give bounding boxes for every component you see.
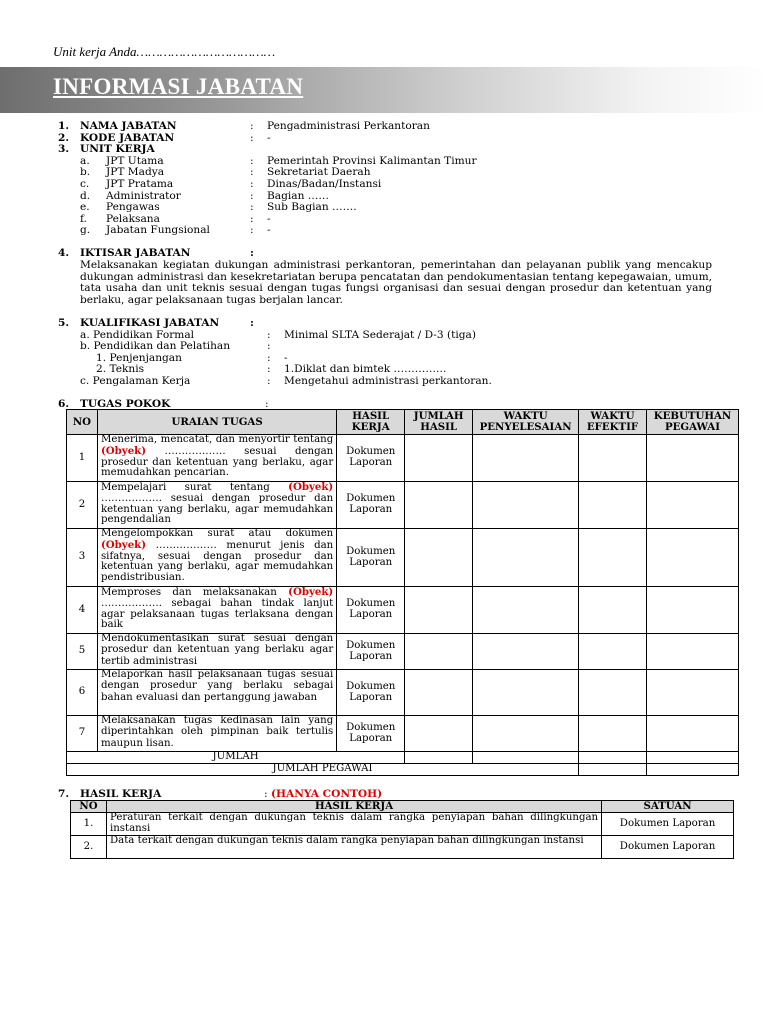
jumlah-label: JUMLAH: [67, 752, 405, 764]
row-no: 1: [67, 435, 98, 482]
row-no: 2.: [71, 836, 107, 859]
ikhtisar-text: Melaksanakan kegiatan dukungan administrasi perkantoran, pemerintahan dan pelayanan publik yang mencakup dukungan administrasi dan kesekretariatan berupa pencatatan dan pendokumentasian tentang kepegawaian, umum, tata usaha dan unit teknis sesuai dengan tugas fungsi organisasi dan sesuai dengan prosedur dan ketentuan yang berlaku, agar pelaksanaan tugas berjalan lancar.: [80, 259, 712, 306]
row-hasil-kerja: Dokumen Laporan: [337, 435, 405, 482]
obyek-placeholder: (Obyek): [288, 481, 334, 493]
row-waktu-efektif: [579, 435, 647, 482]
task-text: ……………… sebagai bahan tindak lanjut agar pelaksanaan tugas terlaksana dengan baik: [100, 597, 334, 631]
row-waktu-efektif: [579, 670, 647, 716]
table-header-row: [67, 410, 739, 435]
field-value-nama-jabatan: Pengadministrasi Perkantoran: [267, 120, 430, 132]
row-hasil-kerja: Dokumen Laporan: [337, 716, 405, 752]
unit-sep: :: [250, 201, 254, 213]
row-uraian: [97, 634, 336, 670]
kualifikasi-sep: :: [267, 329, 271, 341]
row-kebutuhan-pegawai: [646, 716, 738, 752]
jumlah-pegawai-cell: [646, 764, 738, 776]
jumlah-pegawai-row: [67, 764, 739, 776]
kualifikasi-sep: :: [267, 363, 271, 375]
unit-value: -: [267, 224, 271, 236]
row-satuan: Dokumen Laporan: [602, 836, 734, 859]
header-waktu-penyelesaian: WAKTU PENYELESAIAN: [473, 410, 579, 435]
row-hasil-kerja: Dokumen Laporan: [337, 529, 405, 587]
row-no: 6: [67, 670, 98, 716]
row-uraian: [97, 716, 336, 752]
table-row: [71, 836, 734, 859]
field-label-unit-kerja: UNIT KERJA: [80, 143, 155, 155]
jumlah-cell: [405, 752, 473, 764]
task-text: Menerima, mencatat, dan menyortir tentang: [100, 434, 334, 445]
table-row: [67, 670, 739, 716]
section-num: 7.: [58, 788, 70, 800]
table-row: [67, 435, 739, 482]
row-waktu-efektif: [579, 529, 647, 587]
kualifikasi-sep: :: [267, 340, 271, 352]
jumlah-row: [67, 752, 739, 764]
unit-sep: :: [250, 166, 254, 178]
unit-kerja-line: Unit kerja Anda………………………………: [53, 44, 276, 59]
task-text: Melaporkan hasil pelaksanaan tugas sesuai dengan prosedur yang berlaku sebagai bahan evaluasi dan pertanggung jawaban: [100, 669, 334, 703]
table-row: [67, 482, 739, 529]
hanya-contoh-note: (HANYA CONTOH): [270, 788, 383, 800]
row-kebutuhan-pegawai: [646, 587, 738, 634]
unit-sep: :: [250, 178, 254, 190]
kualifikasi-label: 1. Penjenjangan: [96, 352, 182, 364]
header-no: NO: [71, 801, 107, 813]
unit-letter: g.: [80, 224, 91, 236]
row-hasil-kerja: Dokumen Laporan: [337, 670, 405, 716]
row-waktu-efektif: [579, 716, 647, 752]
unit-label: Jabatan Fungsional: [106, 224, 210, 236]
kualifikasi-value: -: [284, 352, 288, 364]
table-row: [71, 813, 734, 836]
section-sep: :: [250, 247, 254, 259]
row-no: 4: [67, 587, 98, 634]
unit-sep: :: [250, 155, 254, 167]
table-row: [67, 634, 739, 670]
row-jumlah-hasil: [405, 482, 473, 529]
section-num: 5.: [58, 317, 70, 329]
row-waktu-efektif: [579, 587, 647, 634]
row-waktu-penyelesaian: [473, 670, 579, 716]
section-title-tugas-pokok: TUGAS POKOK: [80, 398, 171, 410]
field-sep: :: [250, 132, 254, 144]
task-text: ……………… sesuai dengan prosedur dan ketentuan yang berlaku, agar memudahkan pencarian.: [100, 445, 334, 479]
row-jumlah-hasil: [405, 670, 473, 716]
row-uraian: [97, 529, 336, 587]
table-header-row: [71, 801, 734, 813]
row-uraian: [97, 587, 336, 634]
section-title-kualifikasi: KUALIFIKASI JABATAN: [80, 317, 220, 329]
section-title-hasil-kerja: HASIL KERJA: [80, 788, 162, 800]
header-uraian-tugas: URAIAN TUGAS: [97, 410, 336, 435]
field-label-kode-jabatan: KODE JABATAN: [80, 132, 175, 144]
row-kebutuhan-pegawai: [646, 435, 738, 482]
row-jumlah-hasil: [405, 529, 473, 587]
kualifikasi-label: b. Pendidikan dan Pelatihan: [80, 340, 231, 352]
row-jumlah-hasil: [405, 435, 473, 482]
row-waktu-efektif: [579, 482, 647, 529]
row-uraian: [97, 435, 336, 482]
row-jumlah-hasil: [405, 716, 473, 752]
row-no: 2: [67, 482, 98, 529]
row-waktu-penyelesaian: [473, 529, 579, 587]
section-num: 6.: [58, 398, 70, 410]
row-kebutuhan-pegawai: [646, 634, 738, 670]
row-jumlah-hasil: [405, 634, 473, 670]
task-text: Mendokumentasikan surat sesuai dengan prosedur dan ketentuan yang berlaku agar tertib administrasi: [100, 633, 334, 667]
header-hasil-kerja: HASIL KERJA: [337, 410, 405, 435]
task-text: ……………… sesuai dengan prosedur dan ketentuan yang berlaku, agar memudahkan pengendalian: [100, 492, 334, 526]
section-sep: :: [250, 317, 254, 329]
row-uraian: [97, 670, 336, 716]
unit-label: Administrator: [106, 190, 181, 202]
task-text: Memproses dan melaksanakan: [100, 587, 289, 598]
field-num: 3.: [58, 143, 70, 155]
task-text: Melaksanakan tugas kedinasan lain yang diperintahkan oleh pimpinan baik tertulis maupun lisan.: [100, 715, 334, 749]
obyek-placeholder: (Obyek): [100, 538, 147, 551]
row-hasil-kerja: Dokumen Laporan: [337, 587, 405, 634]
unit-sep: :: [250, 213, 254, 225]
unit-value: Dinas/Badan/Instansi: [267, 178, 382, 190]
unit-letter: a.: [80, 155, 90, 167]
jumlah-pegawai-label: JUMLAH PEGAWAI: [67, 764, 579, 776]
header-waktu-efektif: WAKTU EFEKTIF: [579, 410, 647, 435]
task-text: Mempelajari surat tentang: [100, 482, 289, 493]
row-hasil-kerja: Dokumen Laporan: [337, 634, 405, 670]
row-no: 3: [67, 529, 98, 587]
section-num: 4.: [58, 247, 70, 259]
unit-value: Sub Bagian …….: [267, 201, 357, 213]
row-hasil-kerja-text: Peraturan terkait dengan dukungan teknis dalam rangka penyiapan bahan dilingkungan instansi: [106, 813, 601, 836]
field-num: 2.: [58, 132, 70, 144]
jumlah-cell: [473, 752, 579, 764]
jumlah-pegawai-cell: [579, 764, 647, 776]
header-jumlah-hasil: JUMLAH HASIL: [405, 410, 473, 435]
unit-label: JPT Pratama: [106, 178, 174, 190]
page-title: INFORMASI JABATAN: [53, 74, 304, 99]
row-kebutuhan-pegawai: [646, 529, 738, 587]
unit-label: JPT Madya: [106, 166, 165, 178]
kualifikasi-label: 2. Teknis: [96, 363, 145, 375]
row-satuan: Dokumen Laporan: [602, 813, 734, 836]
unit-letter: f.: [80, 213, 87, 225]
row-kebutuhan-pegawai: [646, 482, 738, 529]
row-no: 1.: [71, 813, 107, 836]
row-waktu-penyelesaian: [473, 587, 579, 634]
section-title-ikhtisar: IKTISAR JABATAN: [80, 247, 191, 259]
unit-label: Pelaksana: [106, 213, 160, 225]
unit-value: Pemerintah Provinsi Kalimantan Timur: [267, 155, 477, 167]
table-row: [67, 529, 739, 587]
row-kebutuhan-pegawai: [646, 670, 738, 716]
field-num: 1.: [58, 120, 70, 132]
row-waktu-penyelesaian: [473, 716, 579, 752]
obyek-placeholder: (Obyek): [288, 586, 334, 598]
field-sep: :: [250, 120, 254, 132]
header-no: NO: [67, 410, 98, 435]
task-text: ……………… menurut jenis dan sifatnya, sesuai dengan prosedur dan ketentuan yang berlaku, agar memudahkan pendistribusian.: [100, 539, 334, 584]
row-hasil-kerja: Dokumen Laporan: [337, 482, 405, 529]
unit-label: JPT Utama: [106, 155, 164, 167]
row-waktu-penyelesaian: [473, 435, 579, 482]
unit-letter: e.: [80, 201, 90, 213]
kualifikasi-sep: :: [267, 352, 271, 364]
kualifikasi-value: 1.Diklat dan bimtek ……………: [284, 363, 447, 375]
unit-letter: b.: [80, 166, 91, 178]
row-no: 7: [67, 716, 98, 752]
jumlah-cell: [646, 752, 738, 764]
kualifikasi-sep: :: [267, 375, 271, 387]
section-sep: [264, 789, 382, 801]
row-waktu-penyelesaian: [473, 482, 579, 529]
section-sep: :: [265, 398, 269, 410]
field-value-kode-jabatan: -: [267, 132, 271, 144]
sep-colon: :: [264, 788, 268, 800]
unit-label: Pengawas: [106, 201, 160, 213]
obyek-placeholder: (Obyek): [100, 444, 147, 457]
jumlah-cell: [579, 752, 647, 764]
row-waktu-efektif: [579, 634, 647, 670]
field-label-nama-jabatan: NAMA JABATAN: [80, 120, 177, 132]
row-hasil-kerja-text: Data terkait dengan dukungan teknis dalam rangka penyiapan bahan dilingkungan instansi: [106, 836, 601, 859]
header-hasil-kerja: HASIL KERJA: [106, 801, 601, 813]
unit-value: -: [267, 213, 271, 225]
kualifikasi-label: a. Pendidikan Formal: [80, 329, 195, 341]
unit-letter: d.: [80, 190, 91, 202]
header-kebutuhan-pegawai: KEBUTUHAN PEGAWAI: [646, 410, 738, 435]
unit-sep: :: [250, 190, 254, 202]
header-satuan: SATUAN: [602, 801, 734, 813]
unit-value: Bagian ……: [267, 190, 329, 202]
kualifikasi-label: c. Pengalaman Kerja: [80, 375, 191, 387]
tugas-pokok-table: [66, 409, 739, 776]
unit-sep: :: [250, 224, 254, 236]
row-no: 5: [67, 634, 98, 670]
table-row: [67, 716, 739, 752]
row-waktu-penyelesaian: [473, 634, 579, 670]
row-jumlah-hasil: [405, 587, 473, 634]
row-uraian: [97, 482, 336, 529]
kualifikasi-value: Minimal SLTA Sederajat / D-3 (tiga): [284, 329, 477, 341]
unit-value: Sekretariat Daerah: [267, 166, 371, 178]
task-text: Mengelompokkan surat atau dokumen: [100, 528, 334, 539]
hasil-kerja-table: [70, 800, 734, 859]
table-row: [67, 587, 739, 634]
kualifikasi-value: Mengetahui administrasi perkantoran.: [284, 375, 492, 387]
unit-letter: c.: [80, 178, 90, 190]
